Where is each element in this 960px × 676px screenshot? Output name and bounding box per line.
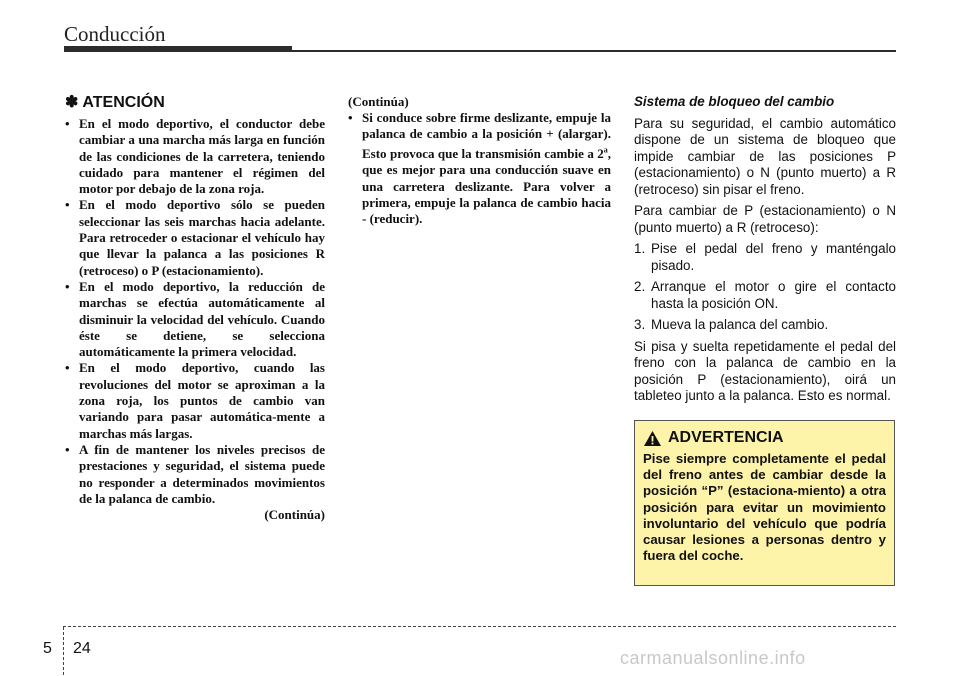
list-item [634,241,896,274]
watermark: carmanualsonline.info [620,648,806,668]
caution-item-text-part: , que es mejor para una conducción suave en una carretera deslizante. Para volver a primera, empuje la palanca de cambio hacia - (reducir). [362,145,611,227]
continued-label: (Continúa) [264,507,325,523]
list-item [65,360,325,441]
step-number: 1. [634,241,646,256]
warning-triangle-icon [643,430,662,447]
list-item [65,116,325,197]
caution-item-text: En el modo deportivo, el conductor debe cambiar a una marcha más larga en función de las condiciones de la carretera, teniendo cuidado para mantener el régimen del motor por debajo de la zona roja. [79,116,325,197]
warning-title: ADVERTENCIA [668,429,784,446]
shift-lock-column [634,94,896,410]
section-heading: Sistema de bloqueo del cambio [634,94,835,109]
warning-header [643,429,886,447]
section-number: 5 [43,640,52,657]
caution-item-text: En el modo deportivo sólo se pueden seleccionar las seis marchas hacia adelante. Para retroceder o estacionar el vehículo hay que llevar la palanca a las posiciones R (retroceso) o P (estacionamiento). [79,197,325,278]
caution-continued-column [348,94,611,227]
bullet: • [65,441,70,457]
list-item [65,279,325,360]
paragraph: Si pisa y suelta repetidamente el pedal del freno con la palanca de cambio en la posición P (estacionamiento), oirá un tableteo junto a la palanca. Esto es normal. [634,338,896,403]
paragraph: Para cambiar de P (estacionamiento) o N (punto muerto) a R (retroceso): [634,203,896,235]
list-item [634,279,896,312]
caution-heading [65,92,325,112]
bullet: • [65,116,70,131]
header-rule-thick [64,46,292,52]
caution-column [65,92,325,523]
step-number: 2. [634,279,646,294]
paragraph: Para su seguridad, el cambio automático dispone de un sistema de bloqueo que impide cambiar de las posiciones P (estacionamiento) o N (punto muerto) a R (retroceso) sin pisar el freno. [634,115,896,197]
page-header-title: Conducción [64,22,166,46]
footer-rule [63,626,896,627]
list-item [65,197,325,278]
caution-item-text: En el modo deportivo, cuando las revoluciones del motor se aproximan a la zona roja, los puntos de cambio van variando para pasar automática-mente a marchas más largas. [79,360,325,441]
bullet: • [65,278,70,294]
warning-text: Pise siempre completamente el pedal del freno antes de cambiar desde la posición “P” (estaciona-miento) a otra posición para evitar un movimiento involuntario del vehículo que podría causar lesiones a personas dentro y fuera del coche. [643,451,886,564]
caution-heading-text: ATENCIÓN [82,94,165,111]
list-item [65,442,325,507]
page-number: 24 [73,640,91,657]
caution-item-text [362,110,611,226]
step-number: 3. [634,317,646,332]
steps-list [634,241,896,334]
page-number-divider [63,627,64,675]
step-text: Arranque el motor o gire el contacto hasta la posición ON. [651,279,896,311]
asterisk-icon: ✽ [65,94,79,111]
step-text: Mueva la palanca del cambio. [651,317,829,332]
warning-box [634,420,895,586]
caution-list [65,116,325,507]
caution-item-text: En el modo deportivo, la reducción de marchas se efectúa automáticamente al disminuir la velocidad del vehículo. Cuando éste se detiene, se selecciona automáticamente la primera velocidad. [79,278,325,360]
bullet: • [348,110,353,125]
caution-item-text-part: Si conduce sobre firme deslizante, empuje la palanca de cambio a la posición + (alargar). Esto provoca que la transmisión cambie a 2 [362,110,611,161]
step-text: Pise el pedal del freno y manténgalo pisado. [651,241,896,273]
header-rule-thin [292,50,896,52]
caution-list-continued [348,110,611,227]
caution-item-text: A fin de mantener los niveles precisos de prestaciones y seguridad, el sistema puede no responder a determinados movimientos de la palanca de cambio. [79,441,325,506]
superscript: a [603,145,608,155]
list-item [634,317,896,334]
bullet: • [65,360,70,376]
bullet: • [65,197,70,213]
continued-label: (Continúa) [348,94,409,109]
list-item [348,110,611,227]
